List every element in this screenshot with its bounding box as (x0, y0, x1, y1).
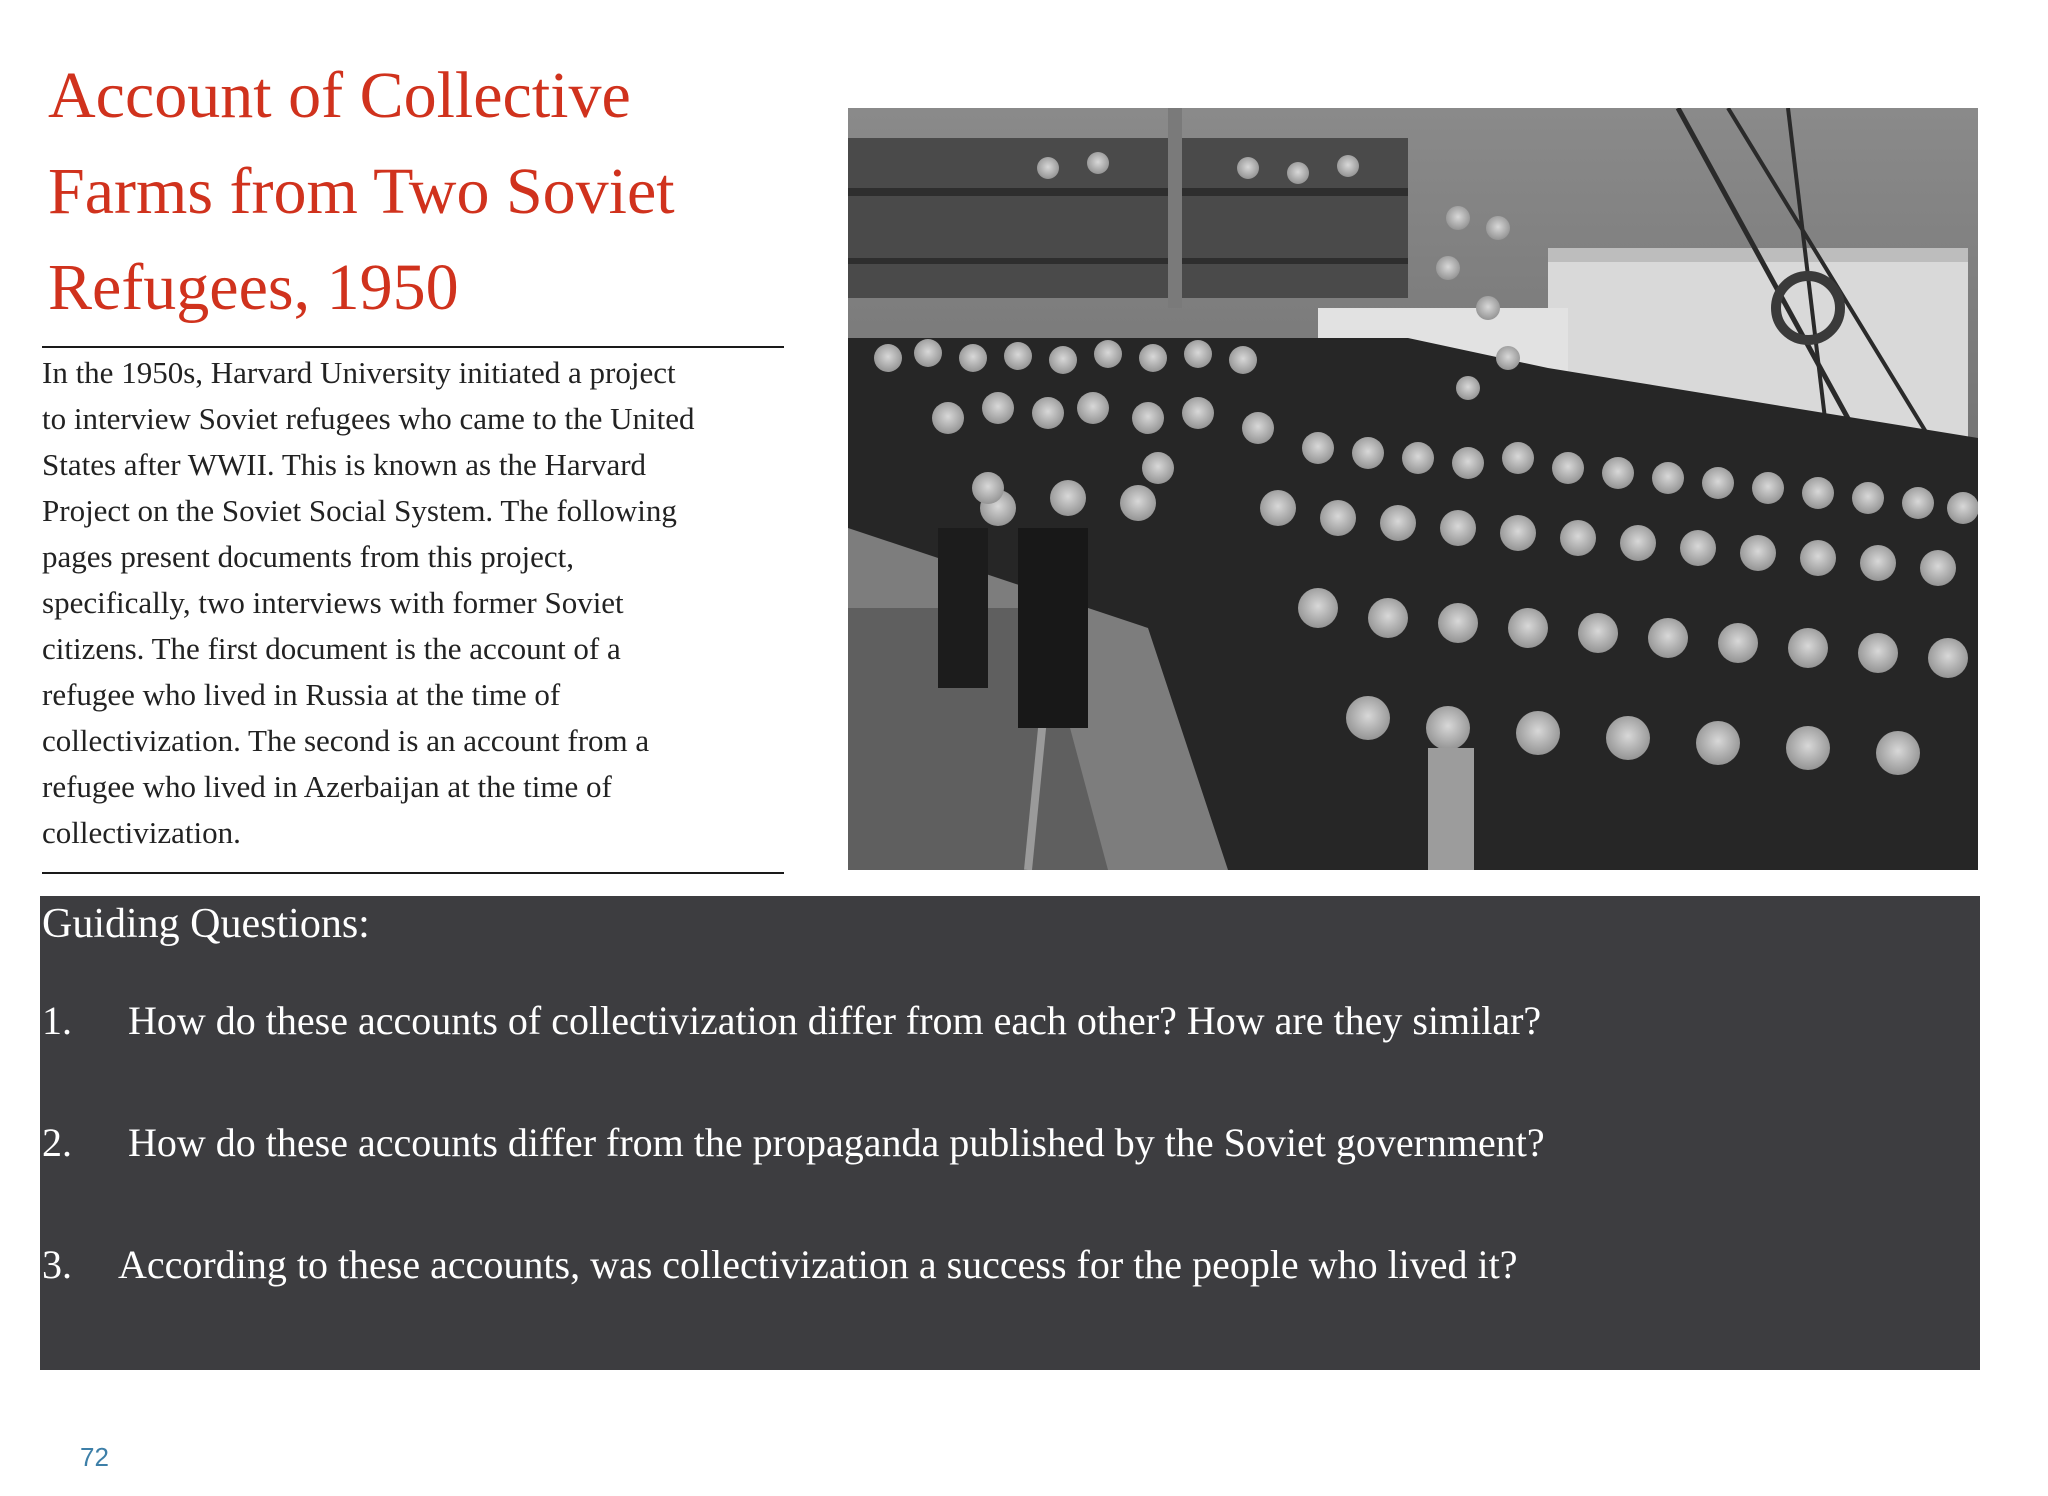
intro-line: collectivization. (42, 815, 241, 850)
bottom-divider (42, 872, 784, 874)
top-divider (42, 346, 784, 348)
intro-line: Project on the Soviet Social System. The following (42, 493, 677, 528)
intro-line: refugee who lived in Russia at the time of (42, 677, 561, 712)
question-number: 2. (42, 1120, 72, 1165)
guiding-questions-heading: Guiding Questions: (42, 901, 370, 947)
intro-line: In the 1950s, Harvard University initiated a project (42, 355, 676, 390)
intro-paragraph (42, 350, 784, 856)
question-number: 3. (42, 1242, 72, 1287)
page-title (48, 48, 768, 336)
intro-line: collectivization. The second is an account from a (42, 723, 650, 758)
photo-illustration (848, 108, 1978, 870)
title-line: Account of Collective (48, 59, 631, 132)
intro-line: refugee who lived in Azerbaijan at the time of (42, 769, 612, 804)
page-number: 72 (80, 1442, 109, 1472)
intro-line: to interview Soviet refugees who came to the United (42, 401, 695, 436)
question-text: According to these accounts, was collectivization a success for the people who lived it? (118, 1242, 1518, 1287)
question-text: How do these accounts of collectivization differ from each other? How are they similar? (128, 998, 1542, 1043)
guiding-questions-panel (40, 896, 1980, 1370)
question-number: 1. (42, 998, 72, 1043)
title-line: Refugees, 1950 (48, 251, 459, 324)
intro-line: specifically, two interviews with former Soviet (42, 585, 624, 620)
intro-line: pages present documents from this project, (42, 539, 575, 574)
question-text: How do these accounts differ from the propaganda published by the Soviet government? (128, 1120, 1545, 1165)
intro-line: citizens. The first document is the account of a (42, 631, 621, 666)
refugee-ship-photo (848, 108, 1978, 870)
title-line: Farms from Two Soviet (48, 155, 675, 228)
intro-line: States after WWII. This is known as the Harvard (42, 447, 647, 482)
